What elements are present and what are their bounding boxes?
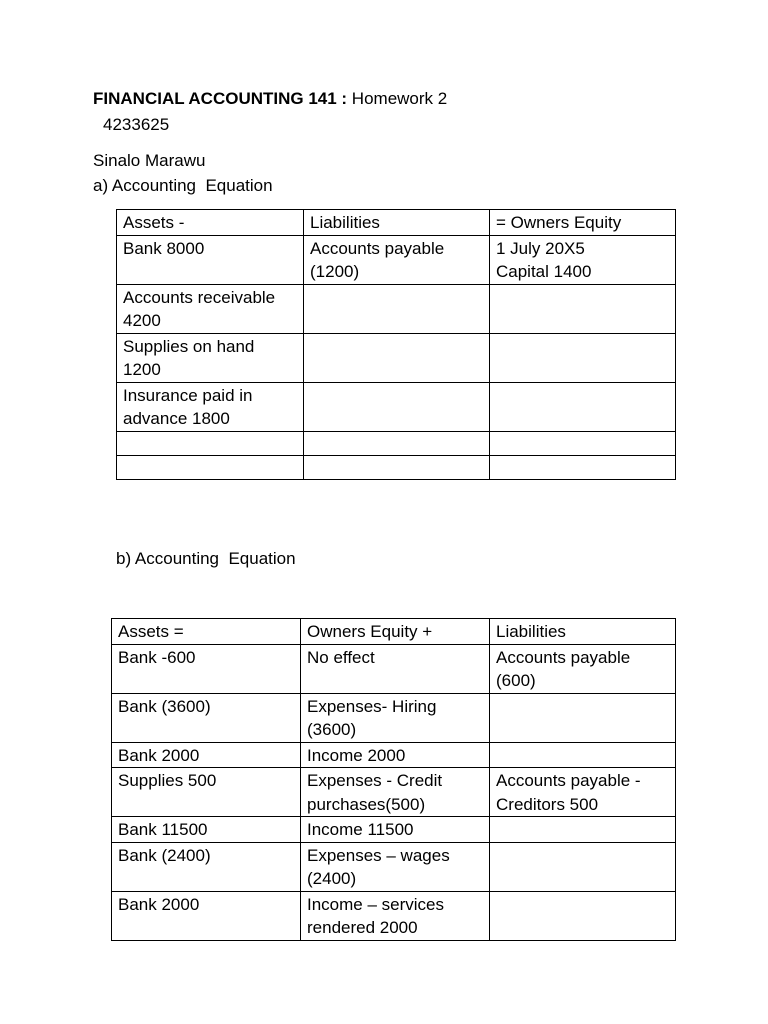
table-row — [112, 693, 676, 742]
table-cell: Expenses - Credit purchases(500) — [301, 768, 490, 817]
table-row — [117, 431, 676, 455]
document-title — [93, 88, 447, 110]
title-separator: : — [336, 89, 352, 108]
table-cell: Supplies on hand 1200 — [117, 333, 304, 382]
accounting-equation-table-a — [116, 209, 676, 480]
table-cell — [490, 742, 676, 768]
table-row — [117, 382, 676, 431]
table-cell — [304, 431, 490, 455]
table-cell: Expenses- Hiring (3600) — [301, 693, 490, 742]
table-cell: No effect — [301, 644, 490, 693]
table-cell: Bank 11500 — [112, 817, 301, 843]
table-header-row — [117, 210, 676, 236]
table-cell: Accounts payable (1200) — [304, 235, 490, 284]
header-cell: Liabilities — [490, 619, 676, 645]
table-cell — [304, 455, 490, 479]
table-cell — [490, 333, 676, 382]
table-cell — [304, 382, 490, 431]
table-cell: Bank 2000 — [112, 891, 301, 940]
table-cell: Income – services rendered 2000 — [301, 891, 490, 940]
table-row — [117, 284, 676, 333]
accounting-equation-table-b — [111, 618, 676, 941]
table-row — [117, 235, 676, 284]
header-cell: Owners Equity + — [301, 619, 490, 645]
table-cell: Accounts payable - Creditors 500 — [490, 768, 676, 817]
table-row — [117, 455, 676, 479]
table-cell — [490, 455, 676, 479]
table-cell: Expenses – wages (2400) — [301, 842, 490, 891]
table-cell: Income 11500 — [301, 817, 490, 843]
table-row — [112, 768, 676, 817]
table-cell — [490, 842, 676, 891]
table-row — [112, 742, 676, 768]
table-cell — [117, 431, 304, 455]
assignment-name: Homework 2 — [351, 89, 448, 108]
header-cell: Assets = — [112, 619, 301, 645]
table-row — [112, 891, 676, 940]
table-cell — [490, 382, 676, 431]
table-cell: Bank (2400) — [112, 842, 301, 891]
table-cell: Bank 2000 — [112, 742, 301, 768]
table-cell — [117, 455, 304, 479]
header-cell: Assets - — [117, 210, 304, 236]
table-header-row — [112, 619, 676, 645]
table-row — [112, 644, 676, 693]
table-cell: Bank 8000 — [117, 235, 304, 284]
table-cell — [490, 693, 676, 742]
table-row — [117, 333, 676, 382]
table-cell — [490, 431, 676, 455]
table-cell: Supplies 500 — [112, 768, 301, 817]
student-name: Sinalo Marawu — [93, 151, 206, 170]
table-row — [112, 842, 676, 891]
course-name: FINANCIAL ACCOUNTING 141 — [93, 89, 337, 108]
table-cell: Bank -600 — [112, 644, 301, 693]
table-cell: Accounts payable (600) — [490, 644, 676, 693]
table-cell — [490, 817, 676, 843]
section-b-title: b) Accounting Equation — [116, 549, 296, 568]
table-cell — [490, 284, 676, 333]
header-cell: Liabilities — [304, 210, 490, 236]
table-cell — [490, 891, 676, 940]
table-cell: Insurance paid in advance 1800 — [117, 382, 304, 431]
table-row — [112, 817, 676, 843]
section-a-title: a) Accounting Equation — [93, 176, 273, 195]
student-number: 4233625 — [103, 115, 170, 134]
table-cell — [304, 333, 490, 382]
header-cell: = Owners Equity — [490, 210, 676, 236]
table-cell: Accounts receivable 4200 — [117, 284, 304, 333]
table-cell: 1 July 20X5 Capital 1400 — [490, 235, 676, 284]
table-cell: Bank (3600) — [112, 693, 301, 742]
table-cell: Income 2000 — [301, 742, 490, 768]
table-cell — [304, 284, 490, 333]
